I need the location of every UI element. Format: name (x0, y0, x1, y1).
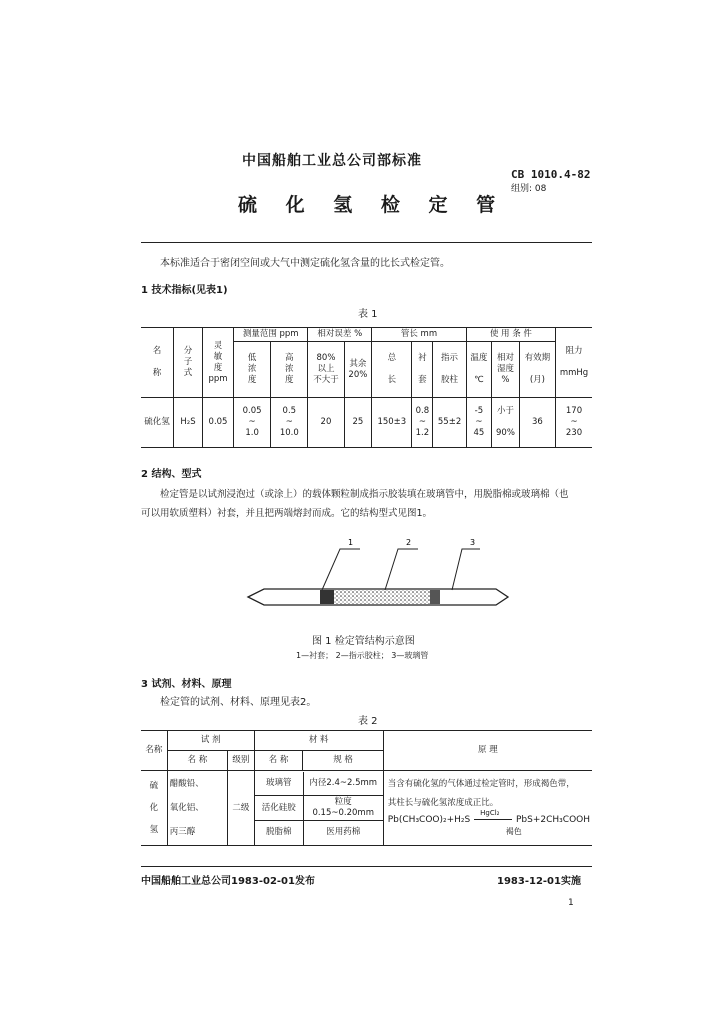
effective-date: 1983-12-01实施 (497, 876, 581, 887)
t1-head-total: 总 长 (372, 342, 412, 398)
table-2 (141, 730, 592, 846)
t2-material-spec: 医用药棉 (326, 827, 361, 838)
t2-head-reagent: 试 剂 (167, 731, 254, 751)
t2-material-block (254, 771, 383, 846)
t1-err-b: 25 (344, 398, 372, 448)
t2-material-spec: 内径2.4~2.5mm (303, 772, 383, 796)
t1-head-temp: 温度 ℃ (466, 342, 491, 398)
t1-head-formula: 分 子 式 (174, 328, 203, 398)
section-2-heading: 2 结构、型式 (141, 469, 202, 480)
t2-head-spec: 规 格 (303, 751, 383, 771)
t2-head-grade: 级别 (227, 751, 254, 771)
t1-head-sensitivity: 灵 敏 度 ppm (203, 328, 234, 398)
t2-head-name: 名称 (141, 731, 167, 771)
t1-head-liner: 衬 套 (412, 342, 433, 398)
t2-head-principle: 原 理 (383, 731, 592, 771)
reaction-arrow (474, 809, 512, 820)
t1-low: 0.05 ~ 1.0 (234, 398, 271, 448)
t1-head-name: 名 称 (141, 328, 174, 398)
t1-head-err-a: 80% 以上 不大于 (308, 342, 344, 398)
t2-principle-line-2: 其柱长与硫化氢浓度成正比。 (387, 798, 499, 808)
issue-date: 中国船舶工业总公司1983-02-01发布 (141, 876, 315, 887)
reaction-note: 褐色 (505, 827, 522, 836)
t2-principle (383, 771, 592, 846)
liner-right (430, 590, 440, 604)
t1-liner: 0.8 ~ 1.2 (412, 398, 433, 448)
t2-head-material: 材 料 (254, 731, 383, 751)
liner-left (320, 590, 334, 604)
t1-head-humidity: 相对 湿度 % (492, 342, 520, 398)
t1-head-validity: 有效期 (月) (519, 342, 555, 398)
t2-material-spec: 粒度0.15~0.20mm (303, 796, 383, 821)
t2-head-material-name: 名 称 (254, 751, 303, 771)
t2-grade: 二级 (227, 771, 254, 846)
fig-label-2: 2 (406, 538, 412, 547)
t2-principle-line-1: 当含有硫化氢的气体通过检定管时，形成褐色带， (387, 779, 575, 789)
t1-formula: H₂S (174, 398, 203, 448)
t1-err-a: 20 (308, 398, 344, 448)
standard-category: 组别: 08 (511, 184, 547, 194)
section-3-line-1: 检定管的试剂、材料、原理见表2。 (160, 697, 317, 708)
standard-code: CB 1010.4-82 (511, 168, 591, 181)
t2-head-reagent-name: 名 称 (167, 751, 227, 771)
t1-head-length: 管长 mm (372, 328, 467, 342)
t2-reagent: 醋酸铅、 (169, 779, 204, 789)
leader-3 (452, 549, 480, 590)
t1-name: 硫化氢 (141, 398, 174, 448)
t1-total: 150±3 (372, 398, 412, 448)
intro-paragraph: 本标准适合于密闭空间或大气中测定硫化氢含量的比长式检定管。 (160, 258, 450, 269)
reaction-equation (387, 809, 590, 837)
section-2-line-2: 可以用软质塑料）衬套，并且把两端熔封而成。它的结构型式见图1。 (141, 508, 433, 519)
t1-indicator: 55±2 (433, 398, 466, 448)
detector-tube-figure (240, 535, 510, 610)
indicator-column (334, 590, 430, 604)
footer-rule (141, 866, 592, 867)
table-2-caption: 表 2 (358, 716, 378, 727)
document-title: 硫 化 氢 检 定 管 (238, 194, 507, 216)
t1-resistance: 170 ~ 230 (556, 398, 593, 448)
reaction-reactants: Pb(CH₃COO)₂+H₂S (387, 815, 471, 825)
t2-reagent-list (167, 771, 227, 846)
t1-head-low: 低 浓 度 (234, 342, 271, 398)
t1-high: 0.5 ~ 10.0 (271, 398, 308, 448)
leader-1 (322, 549, 360, 590)
table-1-caption: 表 1 (358, 309, 378, 320)
t1-temp: -5 ~ 45 (466, 398, 491, 448)
t1-head-high: 高 浓 度 (271, 342, 308, 398)
t1-head-range: 测量范围 ppm (234, 328, 308, 342)
t2-reagent: 氧化铝、 (169, 803, 204, 813)
t1-humidity: 小于 90% (492, 398, 520, 448)
t1-head-resistance: 阻力 mmHg (556, 328, 593, 398)
t1-head-error: 相对误差 % (308, 328, 372, 342)
t1-head-indicator: 指示 胶柱 (433, 342, 466, 398)
reaction-products: PbS+2CH₃COOH (516, 815, 590, 825)
figure-1-legend: 1—衬套； 2—指示胶柱； 3—玻璃管 (296, 651, 429, 660)
t1-validity: 36 (519, 398, 555, 448)
fig-label-3: 3 (470, 538, 476, 547)
section-2-line-1: 检定管是以试剂浸泡过（或涂上）的载体颗粒制成指示胶装填在玻璃管中，用脱脂棉或玻璃棉（也 (160, 489, 569, 500)
t2-material-name: 活化硅胶 (255, 796, 304, 821)
t2-material-name: 脱脂棉 (255, 821, 304, 845)
header-rule (141, 242, 592, 243)
reaction-catalyst: HgCl₂ (480, 809, 500, 817)
section-3-heading: 3 试剂、材料、原理 (141, 679, 232, 690)
table-row (141, 771, 592, 846)
t2-gas-name: 硫 化 氢 (141, 771, 167, 846)
t2-material-name: 玻璃管 (255, 772, 304, 796)
leader-2 (385, 549, 418, 590)
t1-head-err-b: 其余 20% (344, 342, 372, 398)
page-number: 1 (568, 898, 574, 908)
t1-head-conditions: 使 用 条 件 (466, 328, 555, 342)
fig-label-1: 1 (348, 538, 354, 547)
t2-reagent: 丙三醇 (169, 827, 196, 837)
figure-1-caption: 图 1 检定管结构示意图 (312, 636, 415, 647)
section-1-heading: 1 技术指标(见表1) (141, 285, 228, 296)
issuing-organization: 中国船舶工业总公司部标准 (242, 153, 422, 169)
t1-sensitivity: 0.05 (203, 398, 234, 448)
table-row (141, 398, 592, 448)
table-1 (141, 327, 592, 448)
